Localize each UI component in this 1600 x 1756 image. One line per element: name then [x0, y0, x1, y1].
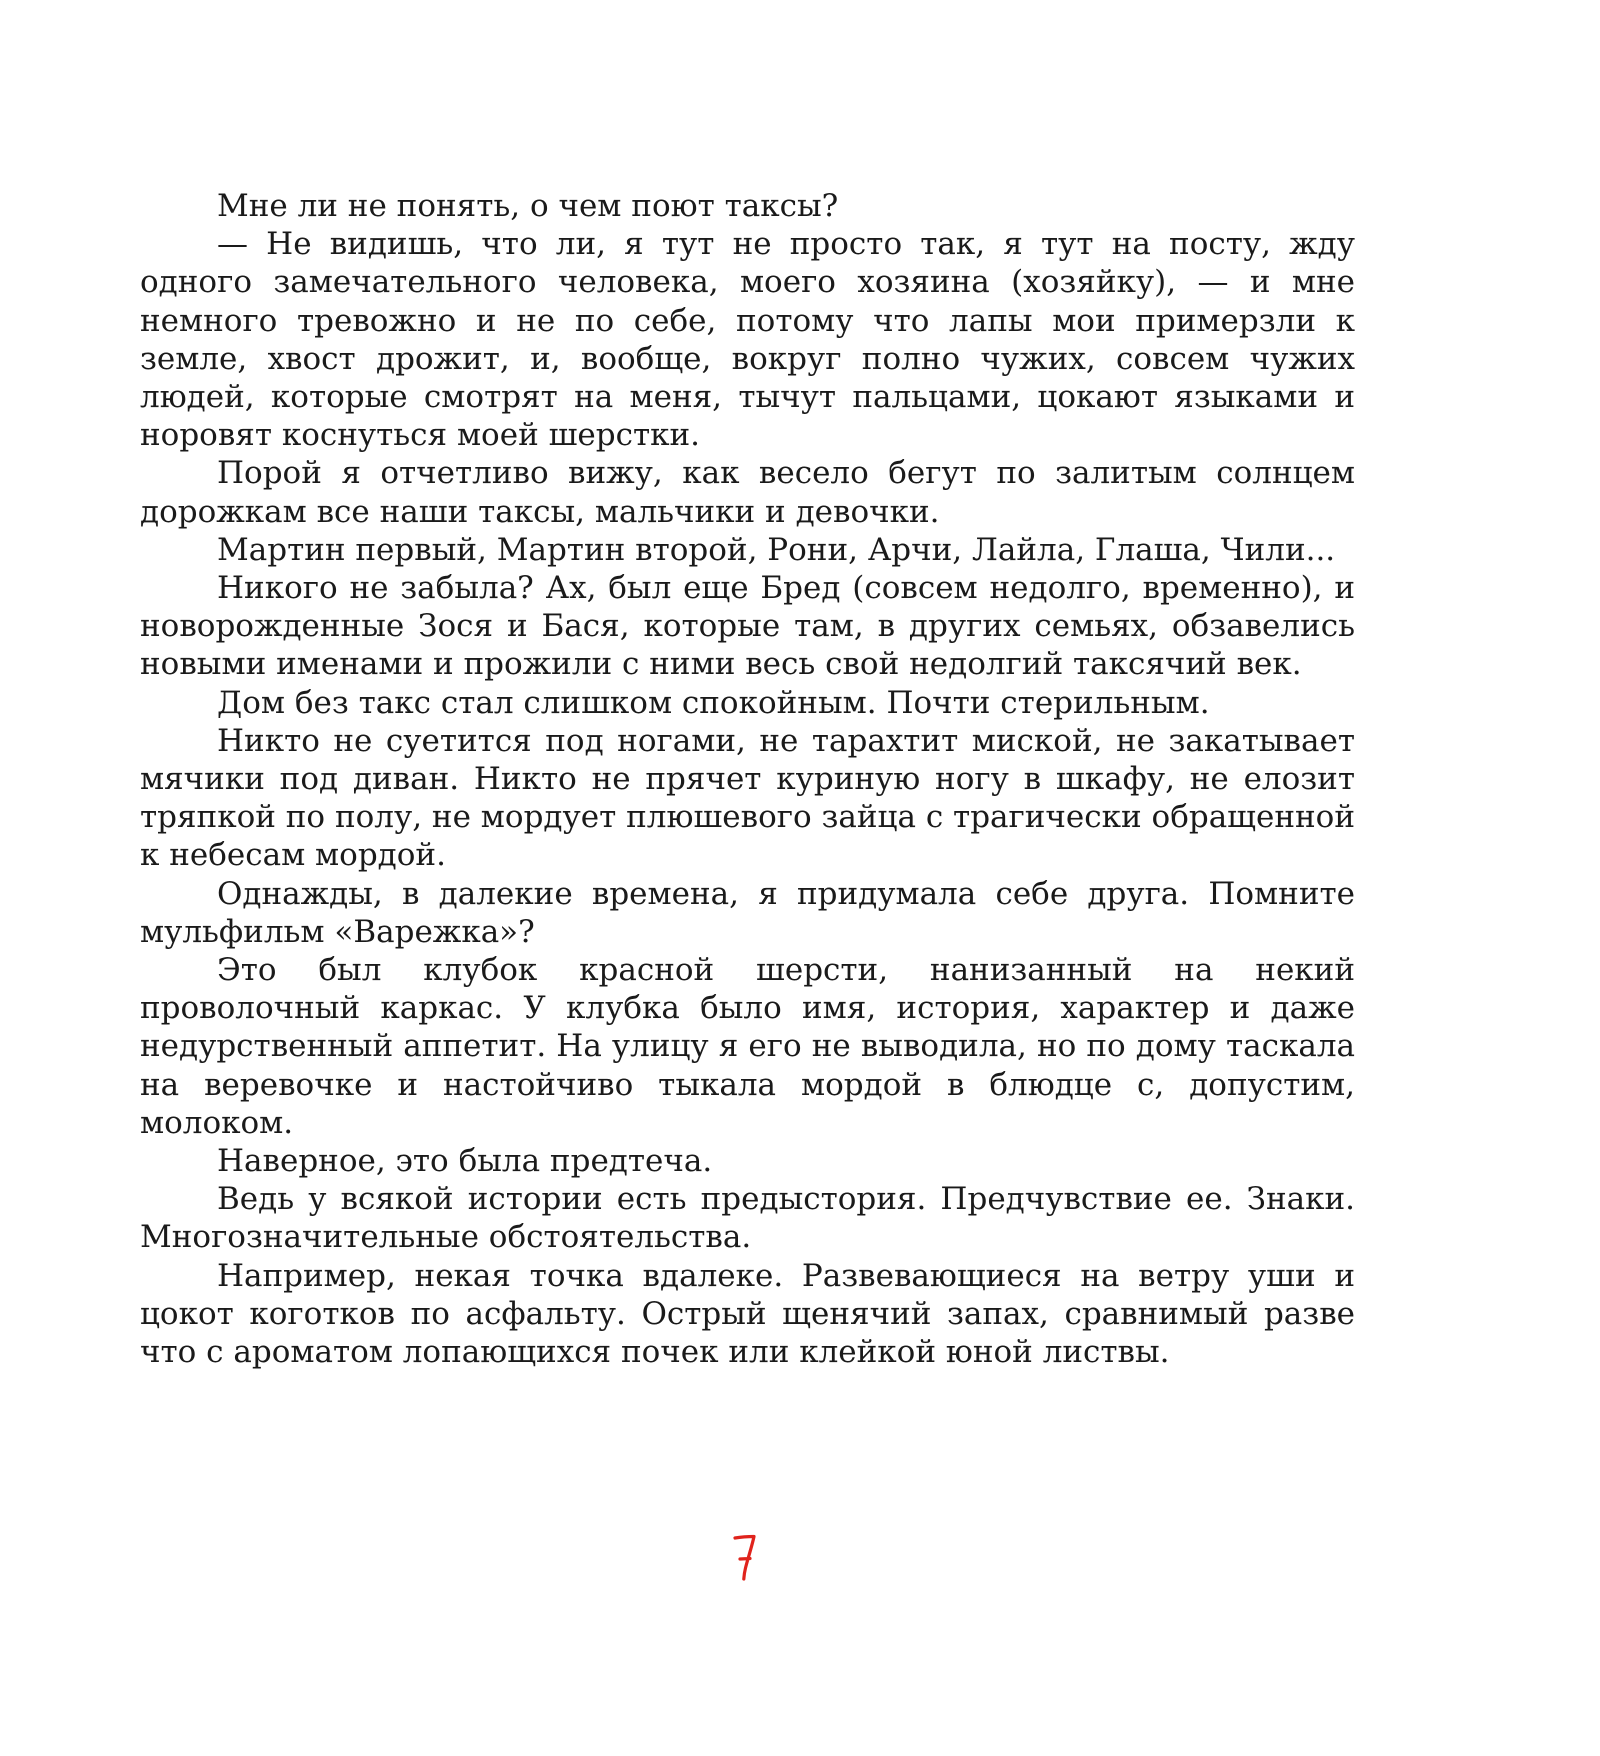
paragraph: Это был клубок красной шерсти, нанизанный на некий проволочный каркас. У клубка было имя, история, характер и даже недурственный аппетит. На улицу я его не выводила, но по дому таскала на веревочке и настойчиво тыкала мордой в блюдце с, допустим, молоком.	[140, 952, 1355, 1141]
page-number-glyph	[730, 1532, 760, 1582]
paragraph: Ведь у всякой истории есть предыстория. Предчувствие ее. Знаки. Многозначительные обстоятельства.	[140, 1181, 1355, 1256]
paragraph: Например, некая точка вдалеке. Развевающиеся на ветру уши и цокот коготков по асфальту. Острый щенячий запах, сравнимый разве что с ароматом лопающихся почек или клейкой юной листвы.	[140, 1257, 1355, 1371]
paragraph: Наверное, это была предтеча.	[217, 1143, 713, 1180]
paragraph: Однажды, в далекие времена, я придумала себе друга. Помните мульфильм «Варежка»?	[140, 875, 1355, 950]
paragraph: Мартин первый, Мартин второй, Рони, Арчи, Лайла, Глаша, Чили...	[217, 531, 1336, 568]
paragraph: — Не видишь, что ли, я тут не просто так, я тут на посту, жду одного замечательного человека, моего хозяина (хозяйку), — и мне немного тревожно и не по себе, потому что лапы мои примерзли к земле, хвост дрожит, и, вообще, вокруг полно чужих, совсем чужих людей, которые смотрят на меня, тычут пальцами, цокают языками и норовят коснуться моей шерстки.	[140, 226, 1355, 454]
paragraph: Мне ли не понять, о чем поют таксы?	[217, 188, 839, 224]
paragraph: Дом без такс стал слишком спокойным. Почти стерильным.	[217, 684, 1210, 721]
body-text	[140, 187, 1355, 1371]
paragraph: Никто не суетится под ногами, не тарахтит миской, не закатывает мячики под диван. Никто не прячет куриную ногу в шкафу, не елозит тряпкой по полу, не мордует плюшевого зайца с трагически обращенной к небесам мордой.	[140, 722, 1355, 874]
page-number	[730, 1532, 760, 1582]
paragraph: Порой я отчетливо вижу, как весело бегут по залитым солнцем дорожкам все наши таксы, мальчики и девочки.	[140, 455, 1355, 530]
paragraph: Никого не забыла? Ах, был еще Бред (совсем недолго, временно), и новорожденные Зося и Бася, которые там, в других семьях, обзавелись новыми именами и прожили с ними весь свой недолгий таксячий век.	[140, 570, 1355, 683]
